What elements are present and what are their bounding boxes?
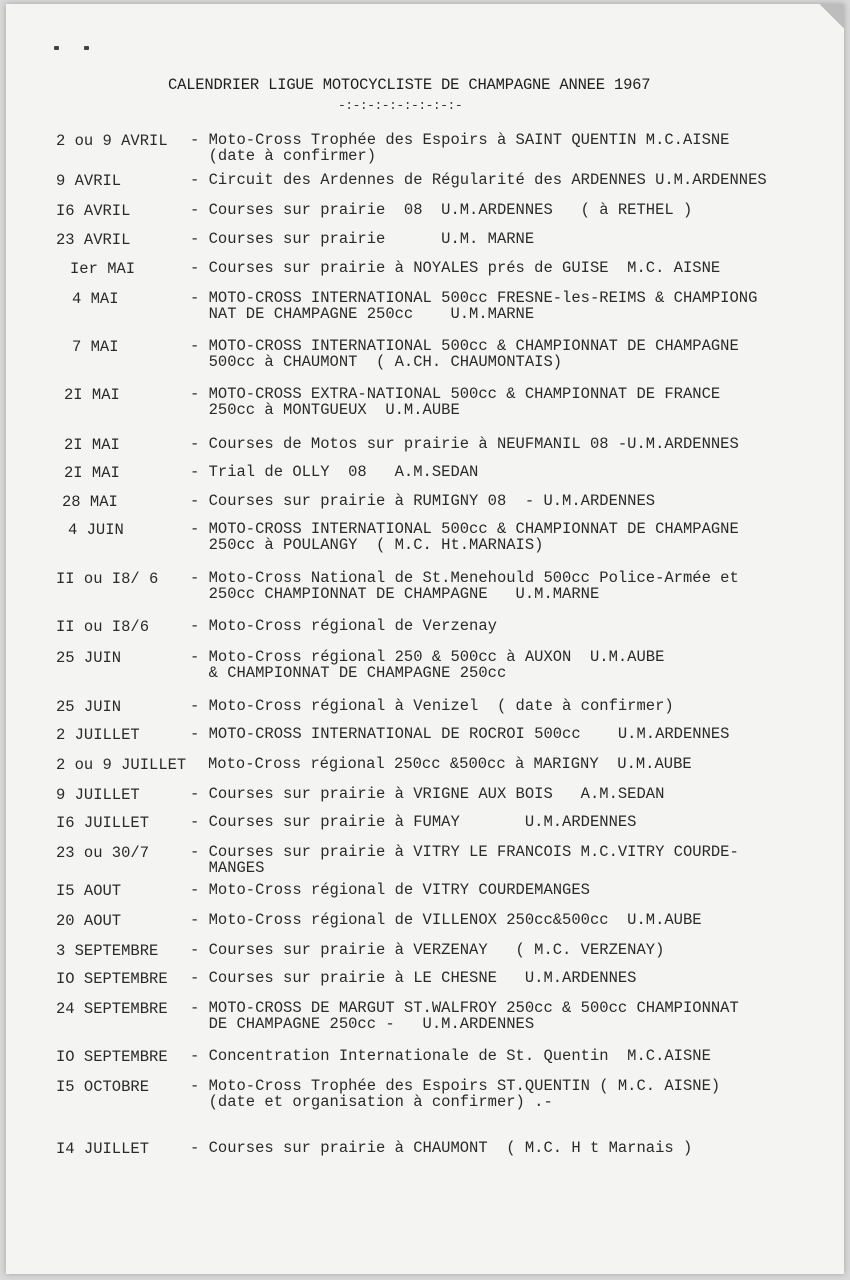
entry-date: 28 MAI	[62, 493, 118, 511]
entry-date: 24 SEPTEMBRE	[56, 1000, 168, 1018]
entry-event: - MOTO-CROSS EXTRA-NATIONAL 500cc & CHAMPIONNAT DE FRANCE 250cc à MONTGUEUX U.M.AUBE	[190, 385, 721, 419]
entry-event: - Trial de OLLY 08 A.M.SEDAN	[190, 463, 479, 481]
entry-event: - Moto-Cross Trophée des Espoirs à SAINT QUENTIN M.C.AISNE (date à confirmer)	[190, 131, 730, 165]
entry-date: I5 AOUT	[56, 882, 122, 900]
entry-date: 2 JUILLET	[56, 726, 140, 744]
entry-event: - MOTO-CROSS INTERNATIONAL 500cc & CHAMPIONNAT DE CHAMPAGNE 500cc à CHAUMONT ( A.CH. CHAUMONTAIS)	[190, 337, 739, 371]
entry-date: 20 AOUT	[56, 912, 122, 930]
entry-event: - Moto-Cross régional à Venizel ( date à confirmer)	[190, 697, 674, 715]
entry-date: 9 JUILLET	[56, 786, 140, 804]
entry-event: - MOTO-CROSS DE MARGUT ST.WALFROY 250cc & 500cc CHAMPIONNAT DE CHAMPAGNE 250cc - U.M.ARDENNES	[190, 999, 739, 1033]
entry-event: - Courses sur prairie à FUMAY U.M.ARDENNES	[190, 813, 637, 831]
entry-date: Ier MAI	[70, 260, 136, 278]
entry-event: - Courses sur prairie à LE CHESNE U.M.ARDENNES	[190, 969, 637, 987]
entry-date: 9 AVRIL	[56, 172, 122, 190]
entry-event: - Circuit des Ardennes de Régularité des ARDENNES U.M.ARDENNES	[190, 171, 767, 189]
entry-event: - Courses sur prairie U.M. MARNE	[190, 230, 535, 248]
entry-date: IO SEPTEMBRE	[56, 970, 168, 988]
entry-event: Moto-Cross régional 250cc &500cc à MARIGNY U.M.AUBE	[208, 755, 692, 773]
entry-date: 3 SEPTEMBRE	[56, 942, 159, 960]
entry-event: - Courses sur prairie 08 U.M.ARDENNES ( à RETHEL )	[190, 201, 693, 219]
entry-event: - Courses sur prairie à VRIGNE AUX BOIS A.M.SEDAN	[190, 785, 665, 803]
ink-mark	[54, 46, 59, 50]
entry-date: I6 AVRIL	[56, 202, 131, 220]
entry-event: - Courses sur prairie à NOYALES prés de GUISE M.C. AISNE	[190, 259, 721, 277]
entry-event: - Moto-Cross National de St.Menehould 500cc Police-Armée et 250cc CHAMPIONNAT DE CHAMPAGNE U.M.MARNE	[190, 569, 739, 603]
entry-event: - Moto-Cross régional de Verzenay	[190, 617, 497, 635]
entry-date: 7 MAI	[72, 338, 119, 356]
entry-event: - Moto-Cross régional de VITRY COURDEMANGES	[190, 881, 590, 899]
entry-event: - MOTO-CROSS INTERNATIONAL DE ROCROI 500cc U.M.ARDENNES	[190, 725, 730, 743]
entry-date: 23 AVRIL	[56, 231, 131, 249]
ink-mark	[84, 46, 89, 50]
entry-date: 2I MAI	[64, 436, 120, 454]
entry-event: - Courses sur prairie à VERZENAY ( M.C. VERZENAY)	[190, 941, 665, 959]
entry-event: - Moto-Cross régional de VILLENOX 250cc&500cc U.M.AUBE	[190, 911, 702, 929]
entry-event: - Courses sur prairie à RUMIGNY 08 - U.M.ARDENNES	[190, 492, 656, 510]
entry-event: - MOTO-CROSS INTERNATIONAL 500cc & CHAMPIONNAT DE CHAMPAGNE 250cc à POULANGY ( M.C. Ht.MARNAIS)	[190, 520, 739, 554]
entry-date: IO SEPTEMBRE	[56, 1048, 168, 1066]
page-title: CALENDRIER LIGUE MOTOCYCLISTE DE CHAMPAGNE ANNEE 1967	[168, 76, 651, 94]
document-page	[6, 4, 844, 1274]
title-underline: -:-:-:-:-:-:-:-:-	[338, 98, 463, 113]
entry-date: 4 JUIN	[68, 521, 124, 539]
entry-date: 2I MAI	[64, 464, 120, 482]
entry-event: - Courses sur prairie à CHAUMONT ( M.C. H t Marnais )	[190, 1139, 693, 1157]
entry-date: I6 JUILLET	[56, 814, 150, 832]
entry-date: 2 ou 9 AVRIL	[56, 132, 168, 150]
entry-date: 25 JUIN	[56, 698, 122, 716]
entry-event: - Concentration Internationale de St. Quentin M.C.AISNE	[190, 1047, 711, 1065]
entry-date: I5 OCTOBRE	[56, 1078, 150, 1096]
entry-date: I4 JUILLET	[56, 1140, 150, 1158]
entry-event: - MOTO-CROSS INTERNATIONAL 500cc FRESNE-les-REIMS & CHAMPIONG NAT DE CHAMPAGNE 250cc U.M.MARNE	[190, 289, 758, 323]
entry-event: - Moto-Cross Trophée des Espoirs ST.QUENTIN ( M.C. AISNE) (date et organisation à confirmer) .-	[190, 1077, 721, 1111]
entry-event: - Moto-Cross régional 250 & 500cc à AUXON U.M.AUBE & CHAMPIONNAT DE CHAMPAGNE 250cc	[190, 648, 665, 682]
entry-date: 4 MAI	[72, 290, 119, 308]
entry-date: II ou I8/6	[56, 618, 150, 636]
entry-date: 25 JUIN	[56, 649, 122, 667]
entry-event: - Courses sur prairie à VITRY LE FRANCOIS M.C.VITRY COURDE- MANGES	[190, 843, 739, 877]
entry-date: 2I MAI	[64, 386, 120, 404]
folded-corner	[814, 4, 844, 28]
entry-event: - Courses de Motos sur prairie à NEUFMANIL 08 -U.M.ARDENNES	[190, 435, 739, 453]
entry-date: 23 ou 30/7	[56, 844, 150, 862]
entry-date: II ou I8/ 6	[56, 570, 159, 588]
entry-date: 2 ou 9 JUILLET	[56, 756, 187, 774]
